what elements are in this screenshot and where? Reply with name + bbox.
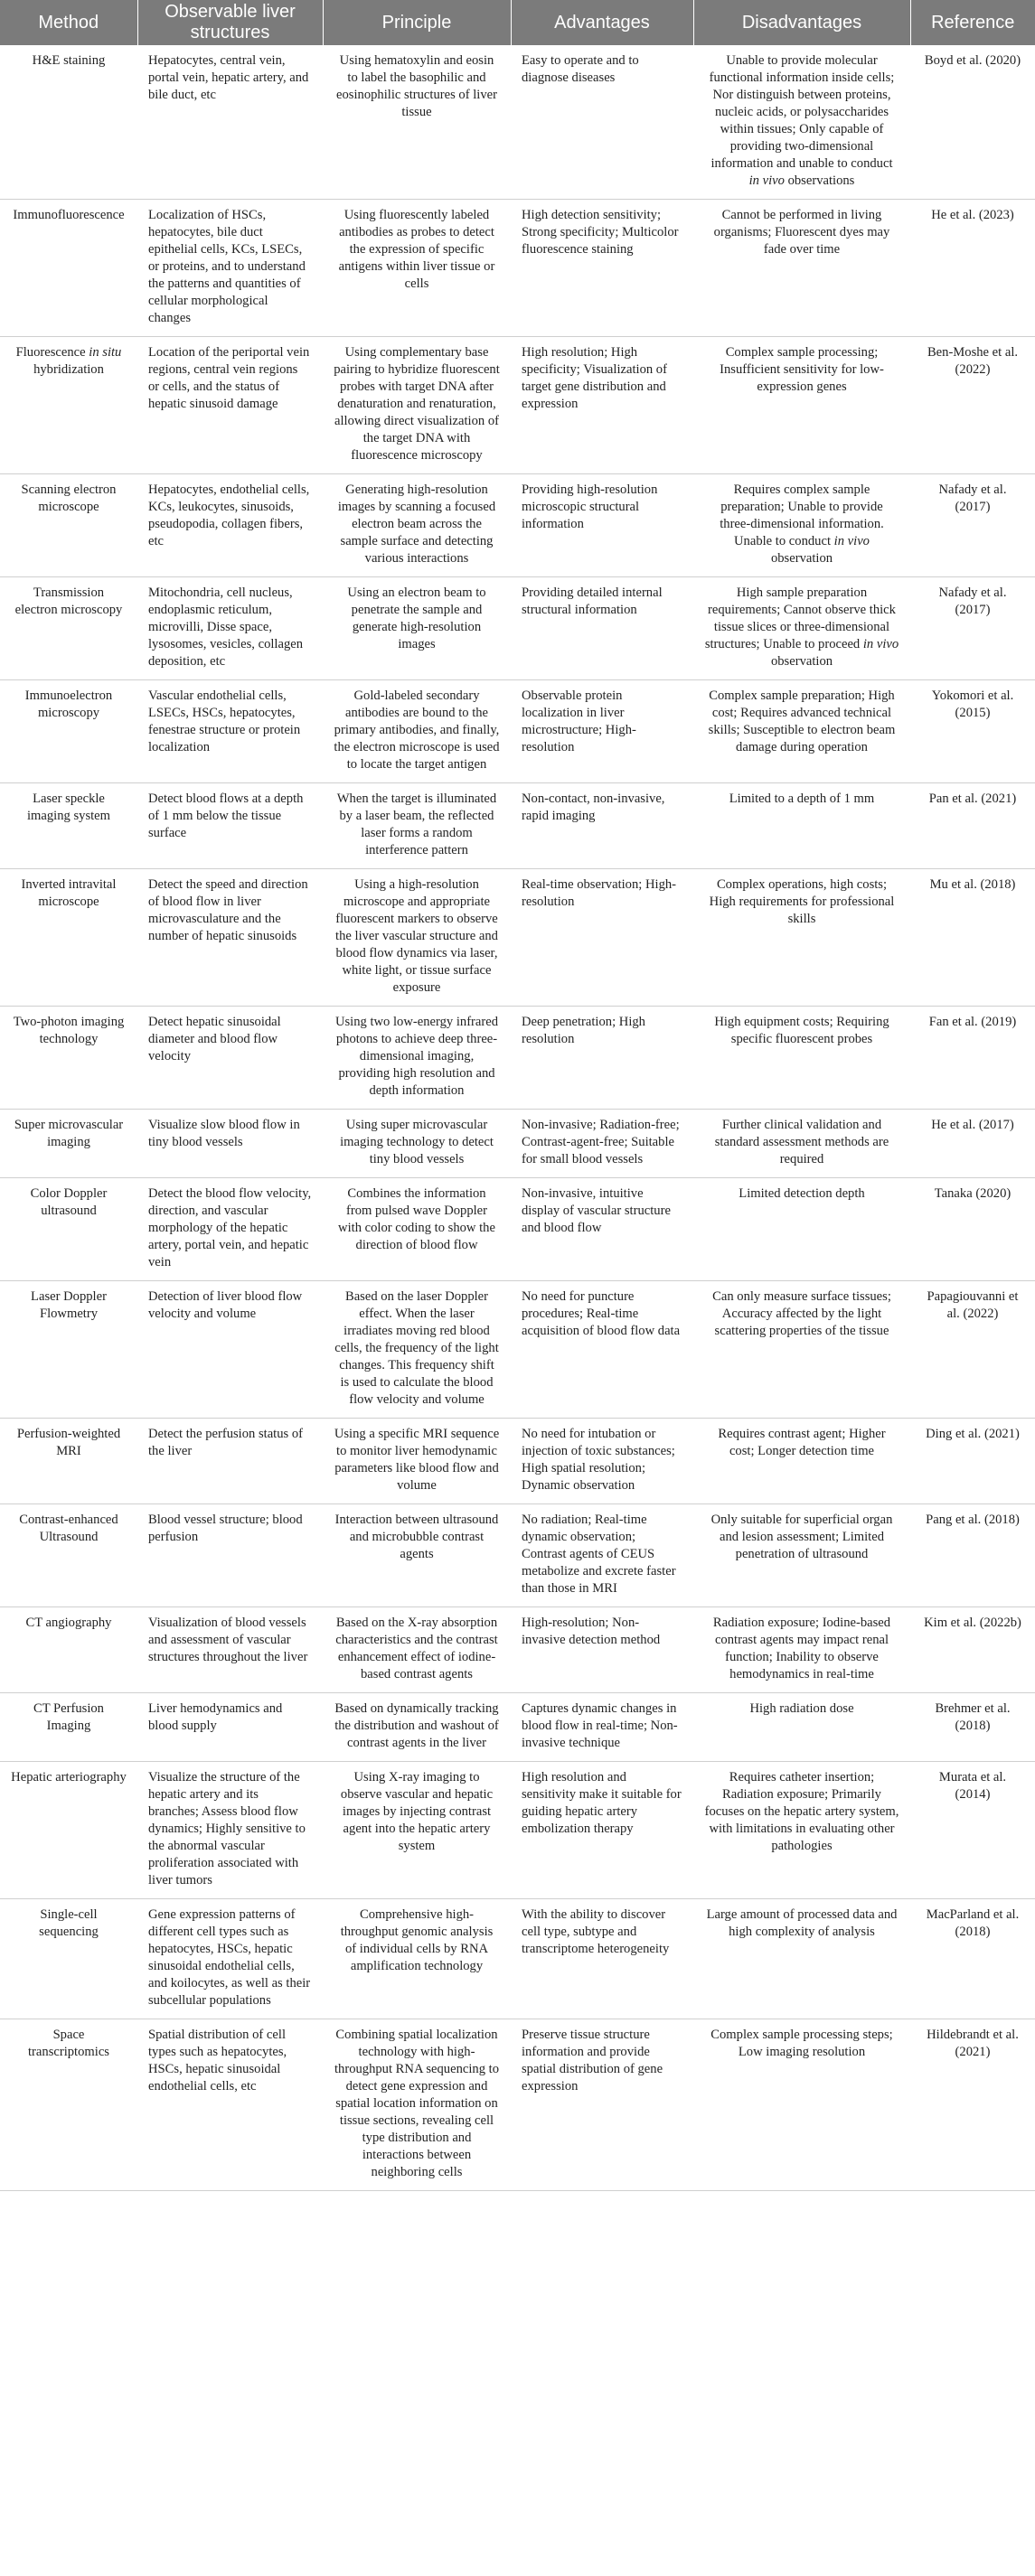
cell-structures: Detect the perfusion status of the liver — [137, 1419, 323, 1504]
cell-structures: Detect the blood flow velocity, direction, and vascular morphology of the hepatic artery, portal vein, and hepatic vein — [137, 1178, 323, 1281]
cell-advantages: Non-invasive; Radiation-free; Contrast-agent-free; Suitable for small blood vessels — [511, 1110, 693, 1178]
cell-reference: Nafady et al. (2017) — [910, 474, 1035, 577]
cell-reference: Boyd et al. (2020) — [910, 45, 1035, 200]
table-row — [0, 1504, 1035, 1607]
cell-disadvantages: Complex operations, high costs; High requirements for professional skills — [693, 869, 910, 1007]
cell-disadvantages: Limited to a depth of 1 mm — [693, 783, 910, 869]
table-row — [0, 783, 1035, 869]
cell-advantages: Non-invasive, intuitive display of vascular structure and blood flow — [511, 1178, 693, 1281]
cell-disadvantages: Unable to provide molecular functional information inside cells; Nor distinguish between proteins, nucleic acids, or polysaccharides within tissues; Only capable of providing two-dimensional information and unable to conduct in vivo observations — [693, 45, 910, 200]
cell-disadvantages: High radiation dose — [693, 1693, 910, 1762]
cell-structures: Liver hemodynamics and blood supply — [137, 1693, 323, 1762]
cell-advantages: Observable protein localization in liver microstructure; High-resolution — [511, 680, 693, 783]
cell-disadvantages: Large amount of processed data and high complexity of analysis — [693, 1899, 910, 2019]
cell-reference: Fan et al. (2019) — [910, 1007, 1035, 1110]
cell-reference: Mu et al. (2018) — [910, 869, 1035, 1007]
cell-structures: Hepatocytes, endothelial cells, KCs, leukocytes, sinusoids, pseudopodia, collagen fibers, etc — [137, 474, 323, 577]
cell-principle: Using two low-energy infrared photons to achieve deep three-dimensional imaging, providing high resolution and depth information — [323, 1007, 511, 1110]
cell-principle: Combining spatial localization technology with high-throughput RNA sequencing to detect gene expression and spatial location information on tissue sections, revealing cell type distribution and interactions between neighboring cells — [323, 2019, 511, 2191]
cell-method: Color Doppler ultrasound — [0, 1178, 137, 1281]
cell-principle: Generating high-resolution images by scanning a focused electron beam across the sample surface and detecting various interactions — [323, 474, 511, 577]
cell-advantages: High detection sensitivity; Strong specificity; Multicolor fluorescence staining — [511, 200, 693, 337]
cell-reference: Brehmer et al. (2018) — [910, 1693, 1035, 1762]
cell-advantages: With the ability to discover cell type, subtype and transcriptome heterogeneity — [511, 1899, 693, 2019]
cell-method: Perfusion-weighted MRI — [0, 1419, 137, 1504]
cell-disadvantages: Complex sample processing; Insufficient sensitivity for low-expression genes — [693, 337, 910, 474]
cell-method: Hepatic arteriography — [0, 1762, 137, 1899]
cell-structures: Visualize the structure of the hepatic artery and its branches; Assess blood flow dynamics; Highly sensitive to the abnormal vascular proliferation associated with liver tumors — [137, 1762, 323, 1899]
table-row — [0, 869, 1035, 1007]
cell-reference: Ben-Moshe et al. (2022) — [910, 337, 1035, 474]
cell-method: Transmission electron microscopy — [0, 577, 137, 680]
cell-structures: Blood vessel structure; blood perfusion — [137, 1504, 323, 1607]
cell-advantages: Non-contact, non-invasive, rapid imaging — [511, 783, 693, 869]
table-row — [0, 1607, 1035, 1693]
cell-structures: Detect blood flows at a depth of 1 mm below the tissue surface — [137, 783, 323, 869]
cell-reference: MacParland et al. (2018) — [910, 1899, 1035, 2019]
cell-disadvantages: Can only measure surface tissues; Accuracy affected by the light scattering properties of the tissue — [693, 1281, 910, 1419]
table-row — [0, 2019, 1035, 2191]
cell-method: Laser Doppler Flowmetry — [0, 1281, 137, 1419]
cell-advantages: Preserve tissue structure information and provide spatial distribution of gene expression — [511, 2019, 693, 2191]
cell-principle: Using a specific MRI sequence to monitor liver hemodynamic parameters like blood flow and volume — [323, 1419, 511, 1504]
header-method: Method — [0, 0, 137, 45]
cell-principle: Using complementary base pairing to hybridize fluorescent probes with target DNA after denaturation and renaturation, allowing direct visualization of the target DNA with fluorescence microscopy — [323, 337, 511, 474]
cell-structures: Localization of HSCs, hepatocytes, bile duct epithelial cells, KCs, LSECs, or proteins, and to understand the patterns and quantities of cellular morphological changes — [137, 200, 323, 337]
cell-disadvantages: Requires catheter insertion; Radiation exposure; Primarily focuses on the hepatic artery system, with limitations in evaluating other pathologies — [693, 1762, 910, 1899]
cell-advantages: No need for intubation or injection of toxic substances; High spatial resolution; Dynamic observation — [511, 1419, 693, 1504]
table-row — [0, 474, 1035, 577]
cell-reference: Tanaka (2020) — [910, 1178, 1035, 1281]
table-row — [0, 577, 1035, 680]
table-row — [0, 1178, 1035, 1281]
cell-principle: Based on dynamically tracking the distribution and washout of contrast agents in the liver — [323, 1693, 511, 1762]
cell-method: Immunofluorescence — [0, 200, 137, 337]
cell-structures: Visualization of blood vessels and assessment of vascular structures throughout the liver — [137, 1607, 323, 1693]
cell-principle: Gold-labeled secondary antibodies are bound to the primary antibodies, and finally, the electron microscope is used to locate the target antigen — [323, 680, 511, 783]
cell-principle: Using super microvascular imaging technology to detect tiny blood vessels — [323, 1110, 511, 1178]
cell-disadvantages: Complex sample processing steps; Low imaging resolution — [693, 2019, 910, 2191]
cell-reference: Kim et al. (2022b) — [910, 1607, 1035, 1693]
cell-structures: Hepatocytes, central vein, portal vein, hepatic artery, and bile duct, etc — [137, 45, 323, 200]
cell-structures: Mitochondria, cell nucleus, endoplasmic reticulum, microvilli, Disse space, lysosomes, vesicles, collagen deposition, etc — [137, 577, 323, 680]
table-row — [0, 680, 1035, 783]
cell-reference: Nafady et al. (2017) — [910, 577, 1035, 680]
header-row — [0, 0, 1035, 45]
header-principle: Principle — [323, 0, 511, 45]
cell-reference: Papagiouvanni et al. (2022) — [910, 1281, 1035, 1419]
cell-principle: Interaction between ultrasound and microbubble contrast agents — [323, 1504, 511, 1607]
cell-method: Space transcriptomics — [0, 2019, 137, 2191]
table-row — [0, 1007, 1035, 1110]
cell-method: CT Perfusion Imaging — [0, 1693, 137, 1762]
cell-principle: When the target is illuminated by a laser beam, the reflected laser forms a random interference pattern — [323, 783, 511, 869]
cell-principle: Using a high-resolution microscope and appropriate fluorescent markers to observe the liver vascular structure and blood flow dynamics via laser, white light, or tissue surface exposure — [323, 869, 511, 1007]
cell-method: Contrast-enhanced Ultrasound — [0, 1504, 137, 1607]
cell-method: Fluorescence in situ hybridization — [0, 337, 137, 474]
cell-structures: Spatial distribution of cell types such as hepatocytes, HSCs, hepatic sinusoidal endothelial cells, etc — [137, 2019, 323, 2191]
cell-advantages: High resolution and sensitivity make it suitable for guiding hepatic artery embolization therapy — [511, 1762, 693, 1899]
cell-principle: Using fluorescently labeled antibodies as probes to detect the expression of specific antigens within liver tissue or cells — [323, 200, 511, 337]
cell-principle: Combines the information from pulsed wave Doppler with color coding to show the direction of blood flow — [323, 1178, 511, 1281]
cell-structures: Vascular endothelial cells, LSECs, HSCs, hepatocytes, fenestrae structure or protein localization — [137, 680, 323, 783]
cell-disadvantages: Only suitable for superficial organ and lesion assessment; Limited penetration of ultrasound — [693, 1504, 910, 1607]
header-reference: Reference — [910, 0, 1035, 45]
table-row — [0, 1693, 1035, 1762]
cell-advantages: Deep penetration; High resolution — [511, 1007, 693, 1110]
header-disadvantages: Disadvantages — [693, 0, 910, 45]
cell-disadvantages: Requires complex sample preparation; Unable to provide three-dimensional information. Unable to conduct in vivo observation — [693, 474, 910, 577]
cell-advantages: Real-time observation; High-resolution — [511, 869, 693, 1007]
cell-principle: Comprehensive high-throughput genomic analysis of individual cells by RNA amplification technology — [323, 1899, 511, 2019]
cell-advantages: Providing high-resolution microscopic structural information — [511, 474, 693, 577]
cell-principle: Based on the X-ray absorption characteristics and the contrast enhancement effect of iodine-based contrast agents — [323, 1607, 511, 1693]
cell-advantages: Easy to operate and to diagnose diseases — [511, 45, 693, 200]
cell-reference: Murata et al. (2014) — [910, 1762, 1035, 1899]
header-advantages: Advantages — [511, 0, 693, 45]
header-structures: Observable liver structures — [137, 0, 323, 45]
cell-structures: Detect the speed and direction of blood flow in liver microvasculature and the number of hepatic sinusoids — [137, 869, 323, 1007]
cell-disadvantages: High equipment costs; Requiring specific fluorescent probes — [693, 1007, 910, 1110]
cell-structures: Location of the periportal vein regions, central vein regions or cells, and the status of hepatic sinusoid damage — [137, 337, 323, 474]
table-row — [0, 1110, 1035, 1178]
cell-principle: Using an electron beam to penetrate the sample and generate high-resolution images — [323, 577, 511, 680]
cell-principle: Based on the laser Doppler effect. When the laser irradiates moving red blood cells, the frequency of the light changes. This frequency shift is used to calculate the blood flow velocity and volume — [323, 1281, 511, 1419]
cell-method: CT angiography — [0, 1607, 137, 1693]
cell-disadvantages: Radiation exposure; Iodine-based contrast agents may impact renal function; Inability to observe hemodynamics in real-time — [693, 1607, 910, 1693]
cell-disadvantages: Limited detection depth — [693, 1178, 910, 1281]
cell-advantages: High-resolution; Non-invasive detection method — [511, 1607, 693, 1693]
table-row — [0, 45, 1035, 200]
cell-method: Immunoelectron microscopy — [0, 680, 137, 783]
cell-reference: Yokomori et al. (2015) — [910, 680, 1035, 783]
cell-method: Super microvascular imaging — [0, 1110, 137, 1178]
cell-advantages: No need for puncture procedures; Real-time acquisition of blood flow data — [511, 1281, 693, 1419]
cell-method: Two-photon imaging technology — [0, 1007, 137, 1110]
cell-method: Laser speckle imaging system — [0, 783, 137, 869]
cell-structures: Gene expression patterns of different cell types such as hepatocytes, HSCs, hepatic sinusoidal endothelial cells, and koilocytes, as well as their subcellular populations — [137, 1899, 323, 2019]
table-body — [0, 45, 1035, 2191]
cell-advantages: Captures dynamic changes in blood flow in real-time; Non-invasive technique — [511, 1693, 693, 1762]
cell-advantages: Providing detailed internal structural information — [511, 577, 693, 680]
cell-reference: He et al. (2017) — [910, 1110, 1035, 1178]
table-row — [0, 337, 1035, 474]
cell-reference: Pan et al. (2021) — [910, 783, 1035, 869]
cell-method: H&E staining — [0, 45, 137, 200]
table-row — [0, 1899, 1035, 2019]
cell-method: Single-cell sequencing — [0, 1899, 137, 2019]
cell-advantages: No radiation; Real-time dynamic observation; Contrast agents of CEUS metabolize and excrete faster than those in MRI — [511, 1504, 693, 1607]
cell-disadvantages: High sample preparation requirements; Cannot observe thick tissue slices or three-dimensional structures; Unable to proceed in vivo observation — [693, 577, 910, 680]
cell-reference: Ding et al. (2021) — [910, 1419, 1035, 1504]
cell-principle: Using hematoxylin and eosin to label the basophilic and eosinophilic structures of liver tissue — [323, 45, 511, 200]
cell-structures: Visualize slow blood flow in tiny blood vessels — [137, 1110, 323, 1178]
table-row — [0, 1762, 1035, 1899]
cell-method: Scanning electron microscope — [0, 474, 137, 577]
cell-reference: Hildebrandt et al. (2021) — [910, 2019, 1035, 2191]
cell-principle: Using X-ray imaging to observe vascular and hepatic images by injecting contrast agent into the hepatic artery system — [323, 1762, 511, 1899]
cell-disadvantages: Cannot be performed in living organisms; Fluorescent dyes may fade over time — [693, 200, 910, 337]
cell-reference: Pang et al. (2018) — [910, 1504, 1035, 1607]
table-row — [0, 1281, 1035, 1419]
cell-reference: He et al. (2023) — [910, 200, 1035, 337]
table-row — [0, 200, 1035, 337]
table-row — [0, 1419, 1035, 1504]
cell-disadvantages: Requires contrast agent; Higher cost; Longer detection time — [693, 1419, 910, 1504]
table-header — [0, 0, 1035, 45]
cell-advantages: High resolution; High specificity; Visualization of target gene distribution and expression — [511, 337, 693, 474]
cell-structures: Detect hepatic sinusoidal diameter and blood flow velocity — [137, 1007, 323, 1110]
cell-structures: Detection of liver blood flow velocity and volume — [137, 1281, 323, 1419]
cell-method: Inverted intravital microscope — [0, 869, 137, 1007]
cell-disadvantages: Complex sample preparation; High cost; Requires advanced technical skills; Susceptible to electron beam damage during operation — [693, 680, 910, 783]
cell-disadvantages: Further clinical validation and standard assessment methods are required — [693, 1110, 910, 1178]
